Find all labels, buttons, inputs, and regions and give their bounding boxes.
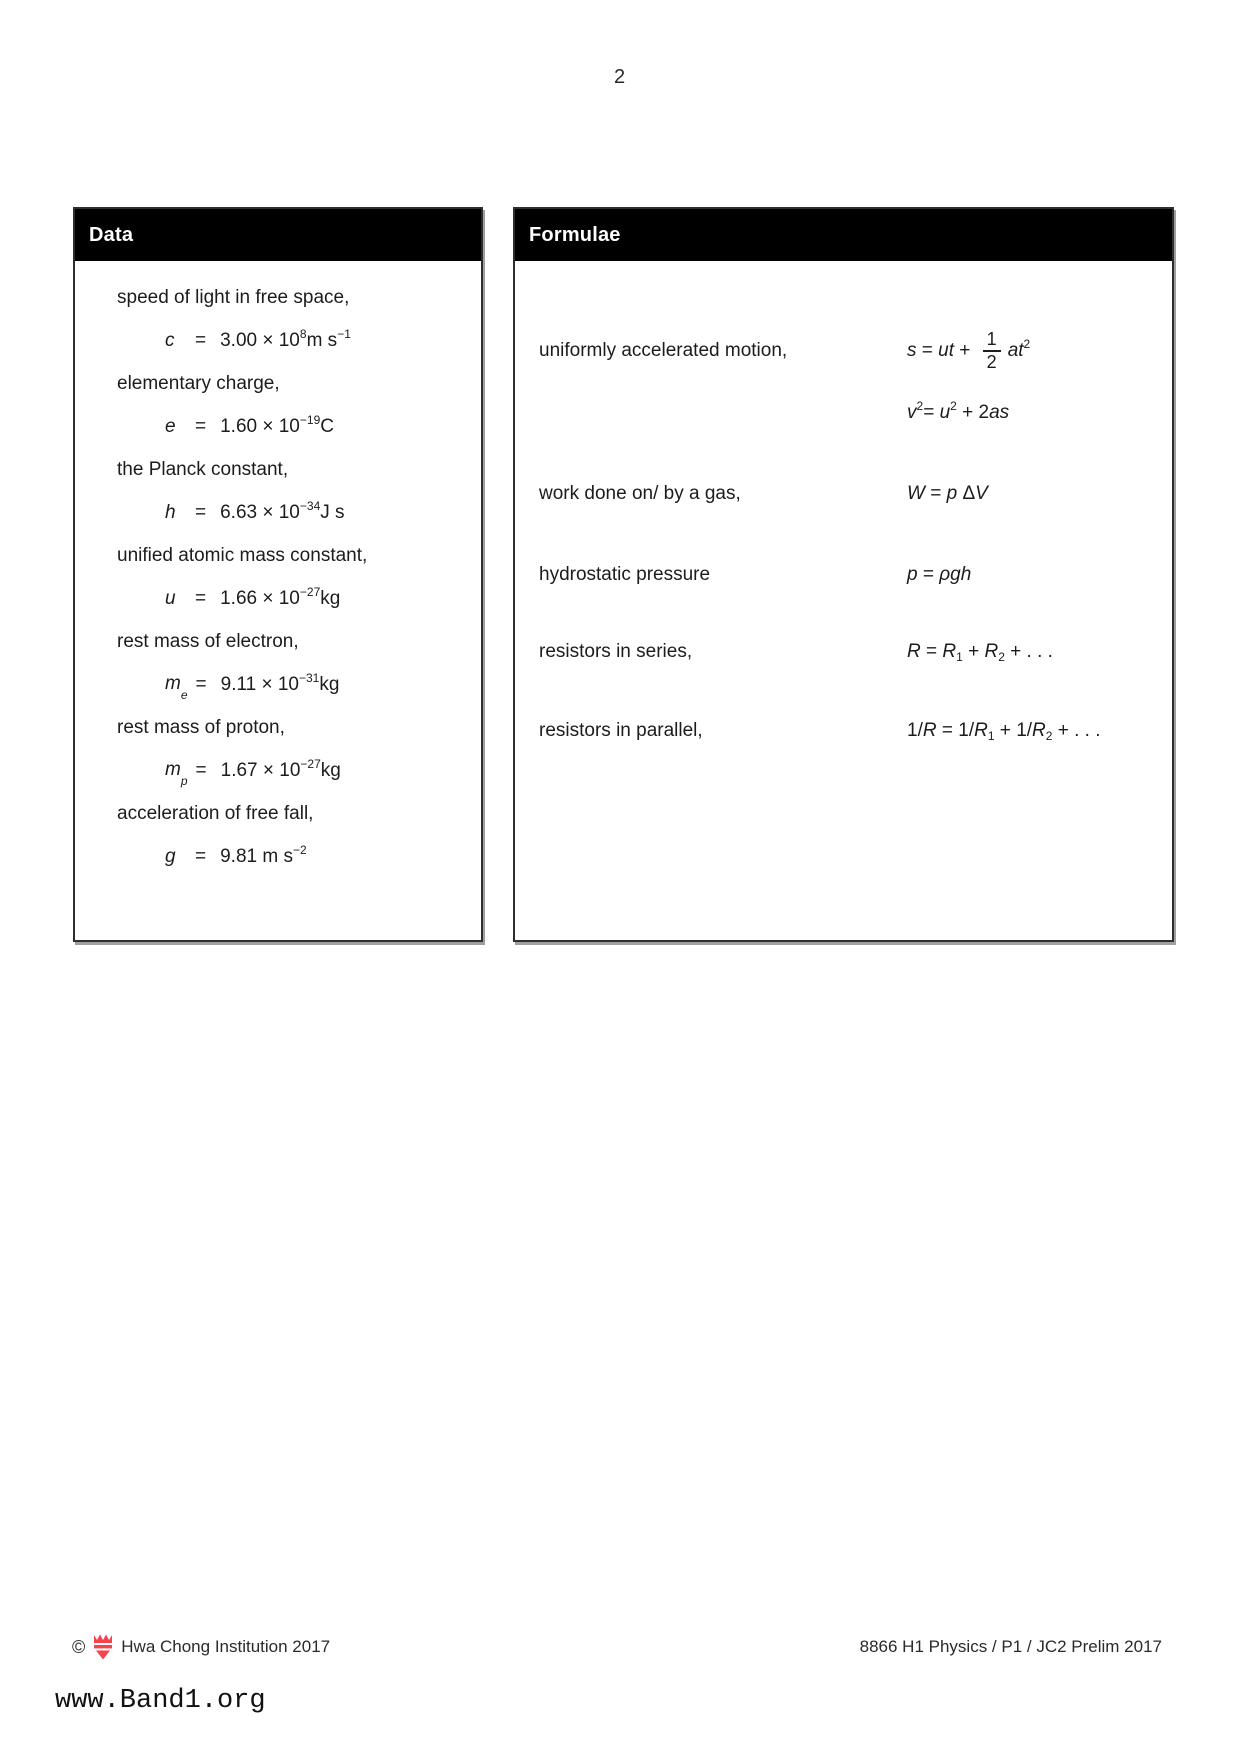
formula-expression [907, 330, 1030, 373]
formulae-box [513, 207, 1174, 942]
data-item [117, 707, 473, 793]
constant-formula [117, 577, 473, 621]
exponent: −19 [299, 413, 321, 427]
constant-value: 6.63 × 10 [220, 502, 300, 523]
data-item [117, 277, 473, 363]
footer-right: 8866 H1 Physics / P1 / JC2 Prelim 2017 [859, 1637, 1162, 1656]
term: as [989, 402, 1010, 423]
variable-symbol: c [165, 330, 175, 351]
exponent: −34 [299, 499, 321, 513]
equals-sign: = [923, 402, 940, 423]
lhs: p [907, 564, 918, 585]
term: V [975, 483, 988, 504]
data-item [117, 793, 473, 879]
variable-symbol [165, 673, 188, 702]
equals-sign: = [921, 340, 939, 361]
exponent: 8 [299, 327, 307, 341]
unit: kg [320, 588, 341, 609]
formula-row-resistors-parallel [539, 709, 1160, 753]
data-box-content [75, 261, 481, 879]
formula-row-velocity-squared [539, 391, 1160, 435]
exponent: 2 [950, 399, 957, 413]
subscript: 1 [956, 650, 963, 664]
term: u [939, 402, 951, 423]
formula-expression [907, 483, 988, 505]
constant-label: acceleration of free fall, [117, 803, 314, 824]
formula-label: hydrostatic pressure [539, 564, 711, 585]
term: v [907, 402, 917, 423]
plus-sign: + [954, 340, 976, 361]
rho-symbol: ρ [939, 564, 951, 585]
formula-row-work-done-gas [539, 472, 1160, 516]
copyright-symbol: © [72, 1636, 86, 1657]
formula-row-hydrostatic-pressure [539, 553, 1160, 597]
term: R [984, 641, 999, 662]
unit: C [320, 416, 334, 437]
institution-text: Hwa Chong Institution 2017 [121, 1637, 331, 1656]
formula-row-resistors-series [539, 630, 1160, 674]
variable-symbol: g [165, 846, 176, 867]
plus-sign: + 2 [956, 402, 990, 423]
ellipsis: + . . . [1004, 641, 1053, 662]
term: gh [950, 564, 972, 585]
data-item [117, 535, 473, 621]
lhs: s [907, 340, 917, 361]
constant-value: 1.67 × 10 [220, 760, 301, 781]
lhs: W [907, 483, 925, 504]
hwa-chong-crest-icon [92, 1634, 114, 1660]
term: R [942, 641, 957, 662]
constant-value: 9.81 m s [220, 846, 293, 867]
data-item [117, 363, 473, 449]
equals-sign: = [195, 674, 207, 695]
subscript: 1 [987, 729, 995, 743]
variable-letter: m [165, 673, 181, 695]
equals-sign: = [195, 416, 207, 437]
constant-formula [117, 835, 473, 879]
term: p [946, 483, 958, 504]
variable-subscript: e [180, 687, 188, 702]
exponent: −27 [299, 585, 321, 599]
constant-formula [117, 319, 473, 363]
fraction-numerator: 1 [983, 330, 1001, 352]
subscript: 2 [1045, 729, 1053, 743]
exponent: 2 [916, 399, 924, 413]
variable-symbol: e [165, 416, 176, 437]
constant-label: rest mass of electron, [117, 631, 299, 652]
fraction-denominator: 2 [986, 352, 997, 372]
exponent: −2 [292, 843, 307, 857]
data-item [117, 449, 473, 535]
subscript: 2 [998, 650, 1005, 664]
constant-formula [117, 491, 473, 535]
formula-label: work done on/ by a gas, [539, 483, 741, 504]
term: ut [938, 340, 955, 361]
equals-sign: = [917, 564, 940, 585]
constant-formula [117, 405, 473, 449]
unit: m s [306, 330, 338, 351]
page-number: 2 [613, 66, 626, 88]
fraction-one-half [983, 330, 1001, 373]
data-item [117, 621, 473, 707]
exponent: −27 [300, 757, 321, 771]
equals-sign: = [195, 846, 207, 867]
constant-value: 3.00 × 10 [220, 330, 300, 351]
constant-value: 1.60 × 10 [220, 416, 300, 437]
term: R [974, 720, 988, 741]
constant-label: elementary charge, [117, 373, 280, 394]
plus-sign: + [994, 720, 1017, 741]
exponent: −31 [298, 671, 320, 685]
unit-exponent: −1 [337, 327, 351, 341]
constant-label: speed of light in free space, [117, 287, 350, 308]
unit: kg [319, 674, 340, 695]
equals-sign: = [936, 720, 959, 741]
formulae-box-title: Formulae [515, 209, 1172, 261]
variable-symbol: u [165, 588, 176, 609]
formula-label: resistors in parallel, [539, 720, 703, 741]
equals-sign: = [924, 483, 947, 504]
formula-expression [907, 720, 1101, 742]
variable-symbol [165, 759, 188, 788]
plus-sign: + [962, 641, 985, 662]
variable-subscript: p [180, 773, 188, 788]
lhs: R [922, 720, 937, 741]
footer-left [72, 1634, 330, 1660]
constant-value: 9.11 × 10 [220, 674, 299, 695]
constant-label: the Planck constant, [117, 459, 289, 480]
term: 1/ [1016, 720, 1033, 741]
equals-sign: = [195, 760, 207, 781]
formula-expression [907, 641, 1053, 663]
lhs: R [907, 641, 921, 662]
formula-label: uniformly accelerated motion, [539, 340, 788, 361]
constant-formula [117, 749, 473, 793]
exponent: 2 [1023, 337, 1031, 351]
delta-symbol: Δ [962, 483, 976, 504]
equals-sign: = [195, 502, 207, 523]
variable-letter: m [165, 759, 181, 781]
equals-sign: = [920, 641, 943, 662]
formula-label: resistors in series, [539, 641, 693, 662]
data-box [73, 207, 483, 942]
formula-expression [907, 564, 971, 586]
unit: J s [320, 502, 345, 523]
watermark-url: www.Band1.org [55, 1686, 266, 1716]
constant-label: rest mass of proton, [117, 717, 285, 738]
term: 1/ [907, 720, 923, 741]
unit: kg [320, 760, 341, 781]
formula-expression [907, 399, 1010, 424]
term: 1/ [958, 720, 975, 741]
term: at [1007, 340, 1024, 361]
variable-symbol: h [165, 502, 176, 523]
formula-row-uniform-acceleration [539, 321, 1160, 381]
equals-sign: = [195, 330, 207, 351]
data-box-title: Data [75, 209, 481, 261]
constant-formula [117, 663, 473, 707]
ellipsis: + . . . [1052, 720, 1101, 741]
constant-value: 1.66 × 10 [220, 588, 300, 609]
constant-label: unified atomic mass constant, [117, 545, 368, 566]
equals-sign: = [195, 588, 207, 609]
term: R [1032, 720, 1046, 741]
